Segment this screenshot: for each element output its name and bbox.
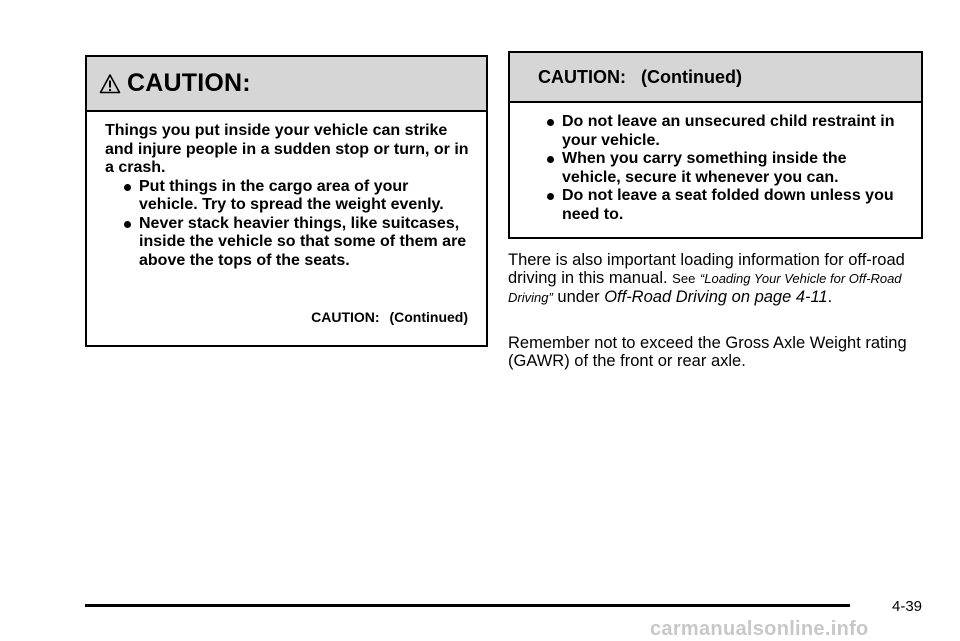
paragraph-text: There is also important loading information for off-road driving in this manual. bbox=[508, 251, 905, 287]
caution-bullet-list bbox=[536, 113, 905, 224]
footer-rule bbox=[85, 604, 850, 607]
caution-body bbox=[510, 103, 921, 224]
watermark: carmanualsonline.info bbox=[650, 618, 869, 640]
paragraph-text: Remember not to exceed the Gross Axle Weight rating (GAWR) of the front or rear axle. bbox=[508, 334, 907, 370]
caution-box-left bbox=[85, 55, 488, 347]
caution-intro: Things you put inside your vehicle can strike and injure people in a sudden stop or turn, or in a crash. bbox=[105, 122, 469, 176]
caution-title: CAUTION: bbox=[127, 69, 251, 97]
caution-bullet: When you carry something inside the vehicle, secure it whenever you can. bbox=[546, 150, 905, 187]
caution-continued-label: CAUTION: (Continued) bbox=[311, 309, 468, 325]
caution-bullet: Do not leave an unsecured child restraint in your vehicle. bbox=[546, 113, 905, 150]
caution-header bbox=[87, 57, 486, 112]
caution-box-right bbox=[508, 51, 923, 239]
under-label: under bbox=[557, 288, 600, 306]
caution-bullet: Put things in the cargo area of your vehicle. Try to spread the weight evenly. bbox=[123, 178, 470, 215]
caution-body bbox=[87, 112, 486, 270]
page-number: 4-39 bbox=[892, 598, 923, 615]
caution-title: CAUTION: (Continued) bbox=[538, 66, 742, 87]
cross-reference-link[interactable]: Off-Road Driving on page 4-11 bbox=[604, 288, 828, 306]
warning-triangle-icon bbox=[99, 73, 121, 95]
caution-bullet: Never stack heavier things, like suitcases, inside the vehicle so that some of them are above the tops of the seats. bbox=[123, 215, 470, 271]
caution-bullet-list bbox=[105, 178, 470, 271]
gawr-paragraph bbox=[508, 334, 928, 370]
see-label: See bbox=[672, 271, 696, 286]
loading-info-paragraph bbox=[508, 251, 928, 307]
cross-reference-title: “Loading Your Vehicle for Off-Road Driving” bbox=[508, 271, 902, 305]
sentence-end: . bbox=[827, 288, 833, 306]
caution-bullet: Do not leave a seat folded down unless you need to. bbox=[546, 187, 905, 224]
caution-header bbox=[510, 53, 921, 103]
